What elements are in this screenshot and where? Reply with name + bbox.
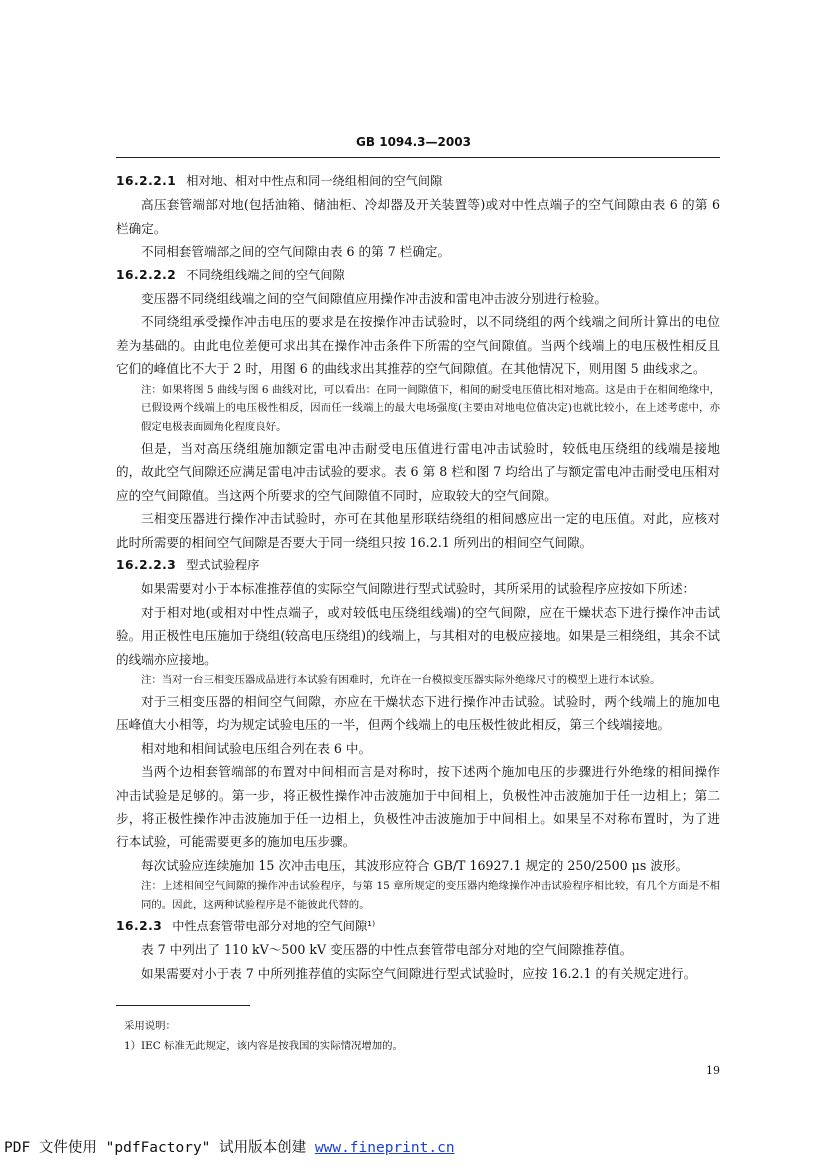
paragraph: 相对地和相间试验电压组合列在表 6 中。	[141, 740, 372, 756]
paragraph: 高压套管端部对地(包括油箱、储油柜、冷却器及开关装置等)或对中性点端子的空气间隙由表 6 的第 6 栏确定。	[116, 197, 720, 236]
note-text: 当对一台三相变压器成品进行本试验有困难时，允许在一台模拟变压器实际外绝缘尺寸的模型上进行本试验。	[161, 674, 661, 687]
note-label: 注：	[141, 674, 162, 687]
section-number: 16.2.2.3	[116, 558, 177, 573]
header-rule	[116, 157, 720, 158]
paragraph: 每次试验应连续施加 15 次冲击电压，其波形应符合 GB/T 16927.1 规定的 250/2500 μs 波形。	[141, 857, 689, 873]
note-label: 注：	[141, 383, 162, 396]
section-title: 中性点套管带电部分对地的空气间隙¹⁾	[172, 918, 376, 933]
paragraph: 三相变压器进行操作冲击试验时，亦可在其他星形联结绕组的相间感应出一定的电压值。对此，应核对此时所需要的相间空气间隙是否要大于同一绕组只按 16.2.1 所列出的相间空气间隙。	[116, 511, 720, 550]
paragraph: 表 7 中列出了 110 kV～500 kV 变压器的中性点套管带电部分对地的空气间隙推荐值。	[141, 942, 633, 958]
section-heading	[116, 915, 720, 938]
paragraph: 如果需要对小于本标准推荐值的实际空气间隙进行型式试验时，其所采用的试验程序应按如下所述：	[141, 581, 696, 597]
banner-link[interactable]: www.fineprint.cn	[314, 1140, 455, 1156]
note-text: 如果将图 5 曲线与图 6 曲线对比，可以看出：在同一间隙值下，相间的耐受电压值比相对地高。这是由于在相间绝缘中，已假设两个线端上的电压极性相反，因而任一线端上的最大电场强度(主要由对地电位值决定)也就比较小，在上述考虑中，亦假定电极表面圆角化程度良好。	[141, 383, 721, 434]
note	[116, 877, 720, 915]
section-title: 相对地、相对中性点和同一绕组相间的空气间隙	[186, 174, 443, 188]
paragraph: 但是，当对高压绕组施加额定雷电冲击耐受电压值进行雷电冲击试验时，较低电压绕组的线端是接地的，故此空气间隙还应满足雷电冲击试验的要求。表 6 第 8 栏和图 7 均给出了与额定雷电冲击耐受电压相对应的空气间隙值。当这两个所要求的空气间隙值不同时，应取较大的空气间隙。	[116, 441, 720, 503]
pdf-watermark-banner	[4, 1136, 455, 1157]
paragraph: 当两个边相套管端部的布置对中间相而言是对称时，按下述两个施加电压的步骤进行外绝缘的相间操作冲击试验是足够的。第一步，将正极性操作冲击波施加于中间相上，负极性冲击波施加于任一边相上；第二步，将正极性操作冲击波施加于任一边相上，负极性冲击波施加于中间相上。如果呈不对称布置时，为了进行本试验，可能需要更多的施加电压步骤。	[116, 764, 720, 850]
footnote-item: 1）IEC 标准无此规定，该内容是按我国的实际情况增加的。	[124, 1040, 403, 1052]
document-body	[116, 170, 720, 985]
banner-text: PDF 文件使用 "pdfFactory" 试用版本创建	[4, 1140, 315, 1156]
document-code: GB 1094.3—2003	[356, 135, 471, 149]
paragraph: 不同相套管端部之间的空气间隙由表 6 的第 7 栏确定。	[141, 244, 451, 260]
section-heading	[116, 170, 720, 193]
paragraph: 如果需要对小于表 7 中所列推荐值的实际空气间隙进行型式试验时，应按 16.2.1 的有关规定进行。	[141, 965, 697, 981]
note-text: 上述相间空气间隙的操作冲击试验程序，与第 15 章所规定的变压器内绝缘操作冲击试验程序相比较，有几个方面是不相同的。因此，这两种试验程序是不能彼此代替的。	[141, 880, 721, 911]
section-title: 型式试验程序	[186, 558, 260, 573]
section-heading	[116, 554, 720, 577]
paragraph: 不同绕组承受操作冲击电压的要求是在按操作冲击试验时，以不同绕组的两个线端之间所计算出的电位差为基础的。由此电位差便可求出其在操作冲击条件下所需的空气间隙值。当两个线端上的电压极性相反且它们的峰值比不大于 2 时，用图 6 的曲线求出其推荐的空气间隙值。在其他情况下，则用图 5 曲线求之。	[116, 314, 720, 377]
footnote-rule	[116, 1005, 250, 1006]
paragraph: 对于相对地(或相对中性点端子，或对较低电压绕组线端)的空气间隙，应在干燥状态下进行操作冲击试验。用正极性电压施加于绕组(较高电压绕组)的线端上，与其相对的电极应接地。如果是三相绕组，其余不试的线端亦应接地。	[116, 604, 720, 667]
section-number: 16.2.2.2	[116, 267, 177, 282]
section-title: 不同绕组线端之间的空气间隙	[186, 267, 345, 282]
paragraph: 对于三相变压器的相间空气间隙，亦应在干燥状态下进行操作冲击试验。试验时，两个线端上的施加电压峰值大小相等，均为规定试验电压的一半，但两个线端上的电压极性彼此相反，第三个线端接地。	[116, 693, 720, 733]
section-heading	[116, 264, 720, 287]
note	[116, 381, 720, 437]
note	[116, 671, 720, 690]
note-label: 注：	[141, 880, 163, 893]
footnote-label: 采用说明：	[124, 1020, 176, 1032]
page-number: 19	[706, 1064, 720, 1077]
paragraph: 变压器不同绕组线端之间的空气间隙值应用操作冲击波和雷电冲击波分别进行检验。	[141, 291, 607, 307]
section-number: 16.2.2.1	[116, 174, 177, 188]
section-number: 16.2.3	[116, 918, 163, 933]
